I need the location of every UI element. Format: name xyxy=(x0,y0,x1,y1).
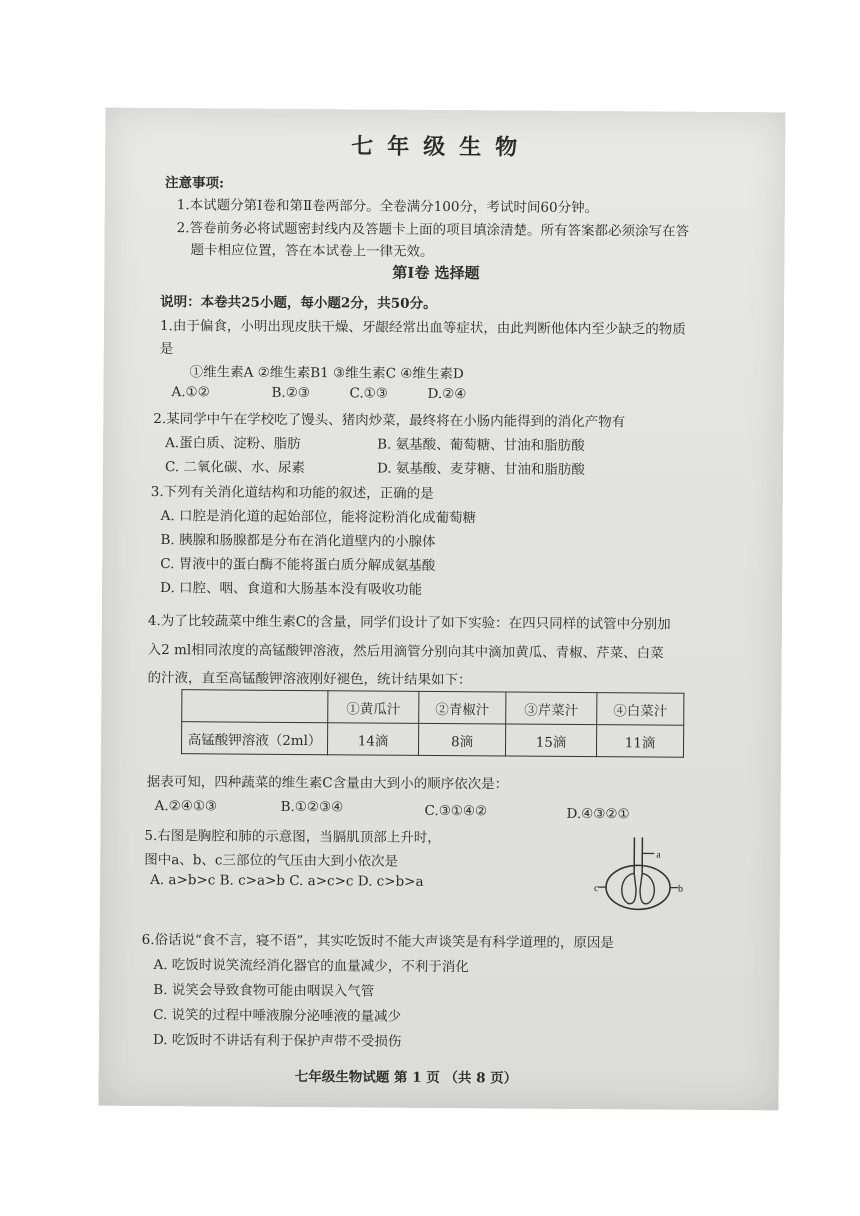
q3-option-b: B. 胰腺和肠腺都是分布在消化道壁内的小腺体 xyxy=(160,532,436,550)
q2-option-c: C. 二氧化碳、水、尿素 xyxy=(164,459,305,477)
section-title: 第Ⅰ卷 选择题 xyxy=(392,263,480,283)
notice-line-2b: 题卡相应位置，答在本试卷上一律无效。 xyxy=(190,242,434,260)
diagram-label-a: a xyxy=(656,849,661,861)
q4-stem-b: 入2 ml相同浓度的高锰酸钾溶液，然后用滴管分别向其中滴加黄瓜、青椒、芹菜、白菜 xyxy=(147,641,664,662)
q4-option-b: B.①②③④ xyxy=(280,798,344,816)
diagram-label-c: c xyxy=(594,883,599,895)
q5-options: A. a>b>c B. c>a>b C. a>c>c D. c>b>a xyxy=(150,871,424,890)
q1-option-d: D.②④ xyxy=(427,385,467,403)
diagram-label-b: b xyxy=(678,883,684,895)
q4-option-a: A.②④①③ xyxy=(154,797,218,815)
q2-option-d: D. 氨基酸、麦芽糖、甘油和脂肪酸 xyxy=(376,460,585,478)
q1-stem-b: 是 xyxy=(159,341,174,358)
q4-conclusion: 据表可知，四种蔬菜的维生素C含量由大到小的顺序依次是： xyxy=(146,773,509,793)
q4-option-d: D.④③②① xyxy=(566,805,630,823)
exam-paper xyxy=(99,108,786,1111)
q3-option-a: A. 口腔是消化道的起始部位，能将淀粉消化成葡萄糖 xyxy=(160,508,477,527)
page-footer: 七年级生物试题 第 1 页 （共 8 页） xyxy=(294,1068,518,1087)
q6-stem: 6.俗话说“食不言，寝不语”，其实吃饭时不能大声谈笑是有科学道理的，原因是 xyxy=(141,931,614,952)
table-header-cell: ②青椒汁 xyxy=(419,691,506,724)
exam-title: 七年级生物 xyxy=(351,133,532,161)
q1-option-a: A.①② xyxy=(171,384,210,401)
table-row xyxy=(181,722,683,758)
q4-stem-c: 的汁液，直至高锰酸钾溶液刚好褪色，统计结果如下： xyxy=(147,669,472,689)
vitamin-c-table xyxy=(181,689,684,758)
q6-option-b: B. 说笑会导致食物可能由咽误入气管 xyxy=(153,981,375,1000)
q2-option-b: B. 氨基酸、葡萄糖、甘油和脂肪酸 xyxy=(377,436,585,454)
q3-stem: 3.下列有关消化道结构和功能的叙述，正确的是 xyxy=(150,483,434,502)
notice-line-2a: 2.答卷前务必将试题密封线内及答题卡上面的项目填涂清楚。所有答案都必须涂写在答 xyxy=(176,220,690,240)
q1-option-c: C.①③ xyxy=(349,385,388,402)
q5-stem-b: 图中a、b、c三部位的气压由大到小依次是 xyxy=(144,851,399,870)
table-cell: 14滴 xyxy=(327,723,418,756)
q6-option-c: C. 说笑的过程中唾液腺分泌唾液的量减少 xyxy=(153,1006,402,1025)
q3-option-c: C. 胃液中的蛋白酶不能将蛋白质分解成氨基酸 xyxy=(160,556,436,574)
notice-line-1: 1.本试题分第Ⅰ卷和第Ⅱ卷两部分。全卷满分100分，考试时间60分钟。 xyxy=(176,197,599,217)
q2-stem: 2.某同学中午在学校吃了馒头、猪肉炒菜，最终将在小肠内能得到的消化产物有 xyxy=(153,410,626,431)
table-cell: 11滴 xyxy=(596,725,683,758)
table-header-cell: ①黄瓜汁 xyxy=(328,691,419,724)
q5-stem-a: 5.右图是胸腔和肺的示意图，当膈肌顶部上升时， xyxy=(144,827,441,846)
q3-option-d: D. 口腔、咽、食道和大肠基本没有吸收功能 xyxy=(160,580,423,598)
section-note: 说明：本卷共25小题，每小题2分，共50分。 xyxy=(160,294,437,312)
q1-stem-a: 1.由于偏食，小明出现皮肤干燥、牙龈经常出血等症状，由此判断他体内至少缺乏的物质 xyxy=(159,318,686,338)
table-header-row xyxy=(182,690,684,726)
q4-option-c: C.③①④② xyxy=(424,802,488,820)
q6-option-d: D. 吃饭时不讲话有利于保护声带不受损伤 xyxy=(152,1031,402,1050)
table-cell: 8滴 xyxy=(418,723,505,756)
q4-stem-a: 4.为了比较蔬菜中维生素C的含量，同学们设计了如下实验：在四只同样的试管中分别加 xyxy=(147,612,671,633)
notice-heading: 注意事项: xyxy=(164,175,225,192)
q6-option-a: A. 吃饭时说笑流经消化器官的血量减少，不利于消化 xyxy=(153,956,469,976)
table-cell: 高锰酸钾溶液（2ml） xyxy=(181,722,327,755)
table-cell: 15滴 xyxy=(505,724,596,757)
table-header-cell xyxy=(182,690,328,723)
q1-items: ①维生素A ②维生素B1 ③维生素C ④维生素D xyxy=(189,364,464,383)
q2-option-a: A.蛋白质、淀粉、脂肪 xyxy=(165,435,301,453)
thoracic-cavity-diagram xyxy=(594,833,685,924)
q1-option-b: B.②③ xyxy=(271,384,310,402)
table-header-cell: ③芹菜汁 xyxy=(506,692,597,725)
table-header-cell: ④白菜汁 xyxy=(597,693,684,726)
